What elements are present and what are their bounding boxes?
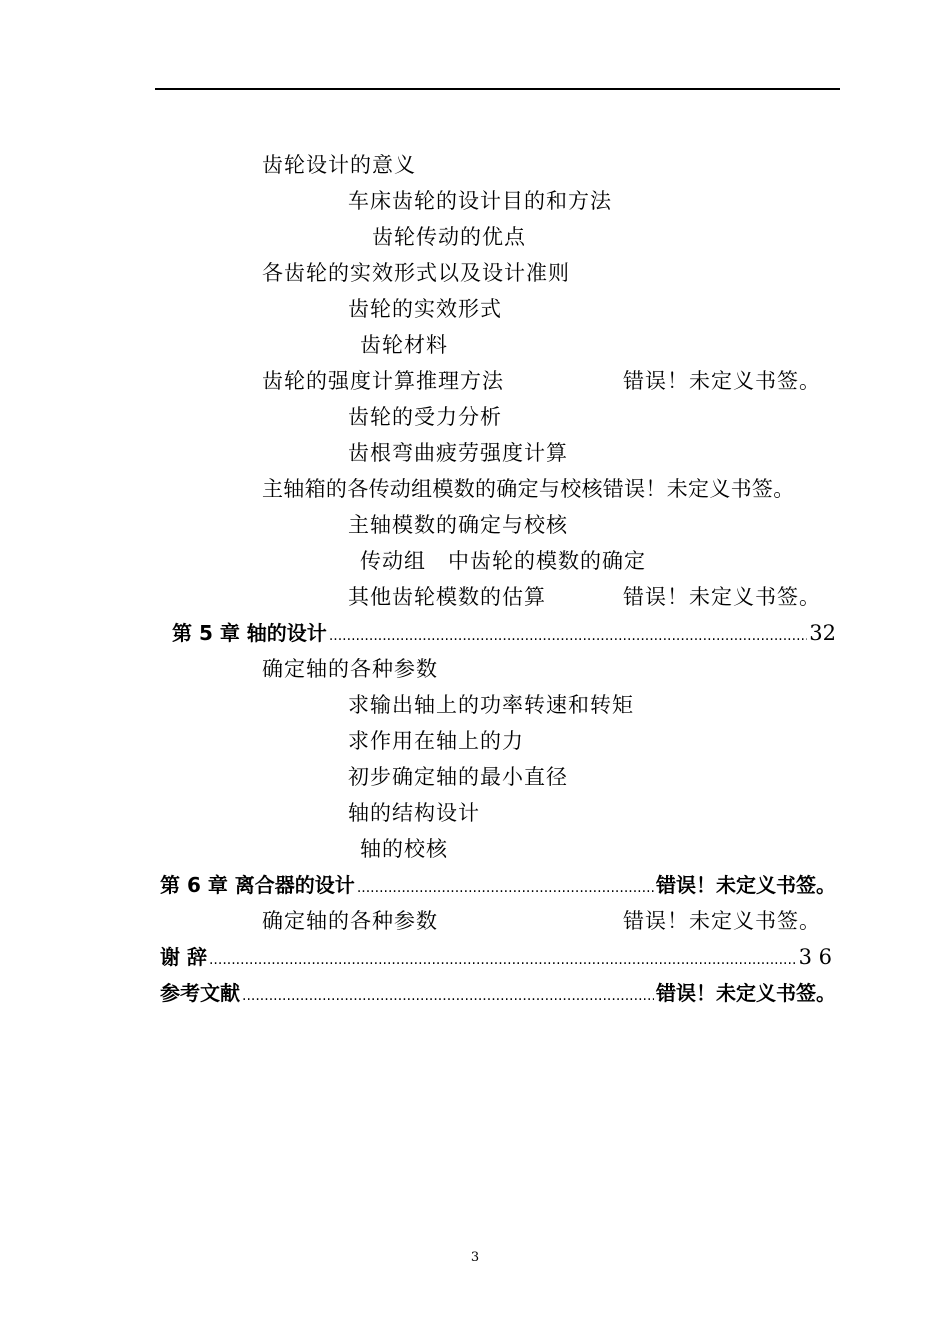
dot-leader [329,619,807,650]
toc-entry[interactable]: 齿轮材料 [360,333,448,357]
toc-entry[interactable]: 齿轮设计的意义 [262,153,416,177]
toc-entry[interactable]: 求输出轴上的功率转速和转矩 [348,693,634,717]
chapter-title: 第 6 章 离合器的设计 [160,873,355,897]
dot-leader [209,943,797,974]
toc-entry[interactable]: 确定轴的各种参数 [262,657,438,681]
toc-entry[interactable]: 主轴箱的各传动组模数的确定与校核错误！未定义书签。 [262,477,795,501]
toc-error-text: 错误！未定义书签。 [623,585,821,609]
toc-chapter-5[interactable] [172,619,836,650]
toc-entry[interactable]: 齿轮的受力分析 [348,405,502,429]
chapter-title: 参考文献 [160,981,240,1005]
toc-entry[interactable]: 确定轴的各种参数 [262,909,438,933]
toc-entry[interactable]: 轴的结构设计 [348,801,480,825]
dot-leader [242,979,654,1010]
toc-entry[interactable]: 齿轮传动的优点 [372,225,526,249]
toc-entry[interactable]: 主轴模数的确定与校核 [348,513,568,537]
toc-error-text: 错误！未定义书签。 [656,981,836,1005]
toc-entry[interactable]: 轴的校核 [360,837,448,861]
toc-entry[interactable]: 齿根弯曲疲劳强度计算 [348,441,568,465]
toc-entry[interactable]: 其他齿轮模数的估算 [348,585,546,609]
chapter-title: 第 5 章 轴的设计 [172,621,327,645]
page-ref: 3 6 [798,945,832,969]
toc-entry[interactable]: 各齿轮的实效形式以及设计准则 [262,261,570,285]
toc-entry[interactable]: 齿轮的实效形式 [348,297,502,321]
toc-thanks[interactable] [160,943,832,974]
toc-entry[interactable]: 初步确定轴的最小直径 [348,765,568,789]
dot-leader [357,871,654,902]
page-ref: 32 [809,621,836,645]
toc-error-text: 错误！未定义书签。 [623,369,821,393]
toc-error-text: 错误！未定义书签。 [623,909,821,933]
chapter-title: 谢 辞 [160,945,207,969]
toc-chapter-6[interactable] [160,871,836,902]
toc-entry[interactable]: 求作用在轴上的力 [348,729,524,753]
toc-entry[interactable]: 传动组 中齿轮的模数的确定 [360,549,646,573]
toc-entry[interactable]: 车床齿轮的设计目的和方法 [348,189,612,213]
toc-error-text: 错误！未定义书签。 [656,873,836,897]
toc-references[interactable] [160,979,836,1010]
page-number: 3 [470,1250,480,1265]
toc-entry[interactable]: 齿轮的强度计算推理方法 [262,369,504,393]
header-rule [155,88,840,90]
